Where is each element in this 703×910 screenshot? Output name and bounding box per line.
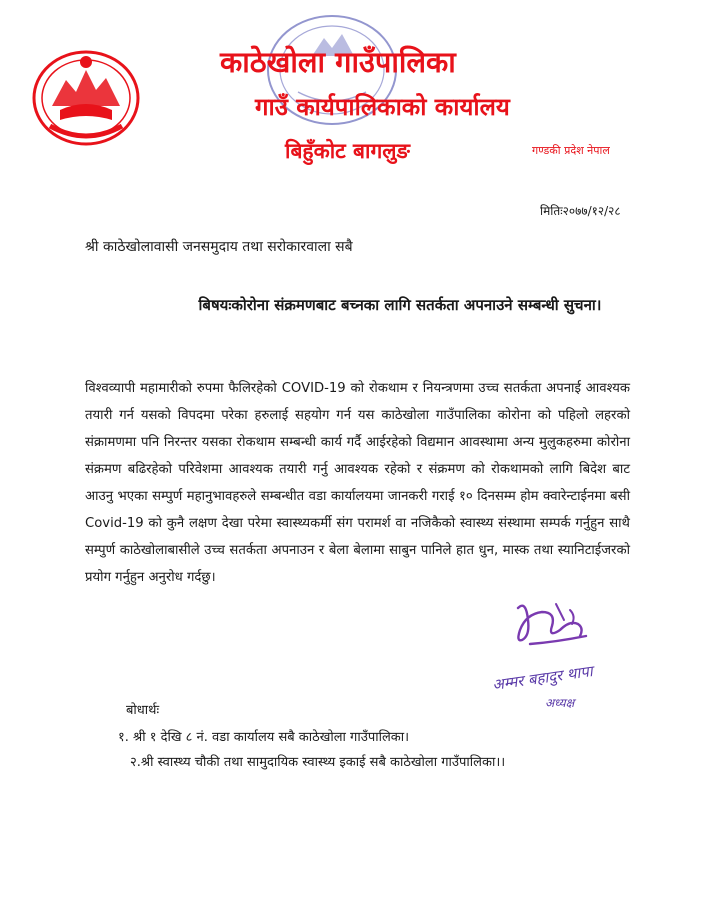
signatory-name: अम्मर बहादुर थापा: [491, 662, 594, 694]
addressee: श्री काठेखोलावासी जनसमुदाय तथा सरोकारवाला सबै: [85, 239, 353, 255]
office-location: बिहुँकोट बागलुङ: [285, 139, 410, 163]
signatory-title: अध्यक्ष: [545, 696, 575, 710]
letter-date: मितिः२०७७/१२/२८: [540, 204, 621, 218]
nepal-emblem-logo: [30, 48, 142, 150]
cc-item: २.श्री स्वास्थ्य चौकी तथा सामुदायिक स्वास्थ्य इकाई सबै काठेखोला गाउँपालिका।।: [130, 755, 506, 770]
cc-item: १. श्री १ देखि ८ नं. वडा कार्यालय सबै काठेखोला गाउँपालिका।: [118, 730, 410, 745]
office-name: गाउँ कार्यपालिकाको कार्यालय: [255, 93, 510, 121]
cc-label: बोधार्थः: [126, 703, 160, 718]
letter-body: विश्वव्यापी महामारीको रुपमा फैलिरहेको COVID-19 को रोकथाम र नियन्त्रणमा उच्च सतर्कता अपनाई आवश्यक तयारी गर्न यसको विपदमा परेका हरुलाई सहयोग गर्न यस काठेखोला गाउँपालिका कोरोना को पहिलो लहरको संक्रामणमा पनि निरन्तर यसका रोकथाम सम्बन्धी कार्य गर्दै आईरहेको विद्यमान आवस्थामा अन्य मुलुकहरुमा कोरोना संक्रमण बढिरहेको परिवेशमा आवश्यक तयारी गर्नु आवश्यक रहेको र संक्रमण को रोकथामको लागि बिदेश बाट आउनु भएका सम्पुर्ण महानुभावहरुले सम्बन्धीत वडा कार्यालयमा जानकरी गराई १० दिनसम्म होम क्वारेन्टाईनमा बसी Covid-19 को कुनै लक्षण देखा परेमा स्वास्थ्यकर्मी संग परामर्श वा नजिकैको स्वास्थ्य संस्थामा सम्पर्क गर्नुहुन साथै सम्पुर्ण काठेखोलाबासीले उच्च सतर्कता अपनाउन र बेला बेलामा साबुन पानिले हात धुन, मास्क तथा स्यानिटाईजरको प्रयोग गर्नुहुन अनुरोध गर्दछु।: [85, 381, 630, 585]
subject-line: बिषयःकोरोना संक्रमणबाट बच्नका लागि सतर्कता अपनाउने सम्बन्धी सुचना।: [198, 296, 602, 314]
province-label: गण्डकी प्रदेश नेपाल: [532, 144, 610, 157]
municipality-name: काठेखोला गाउँपालिका: [220, 45, 456, 79]
